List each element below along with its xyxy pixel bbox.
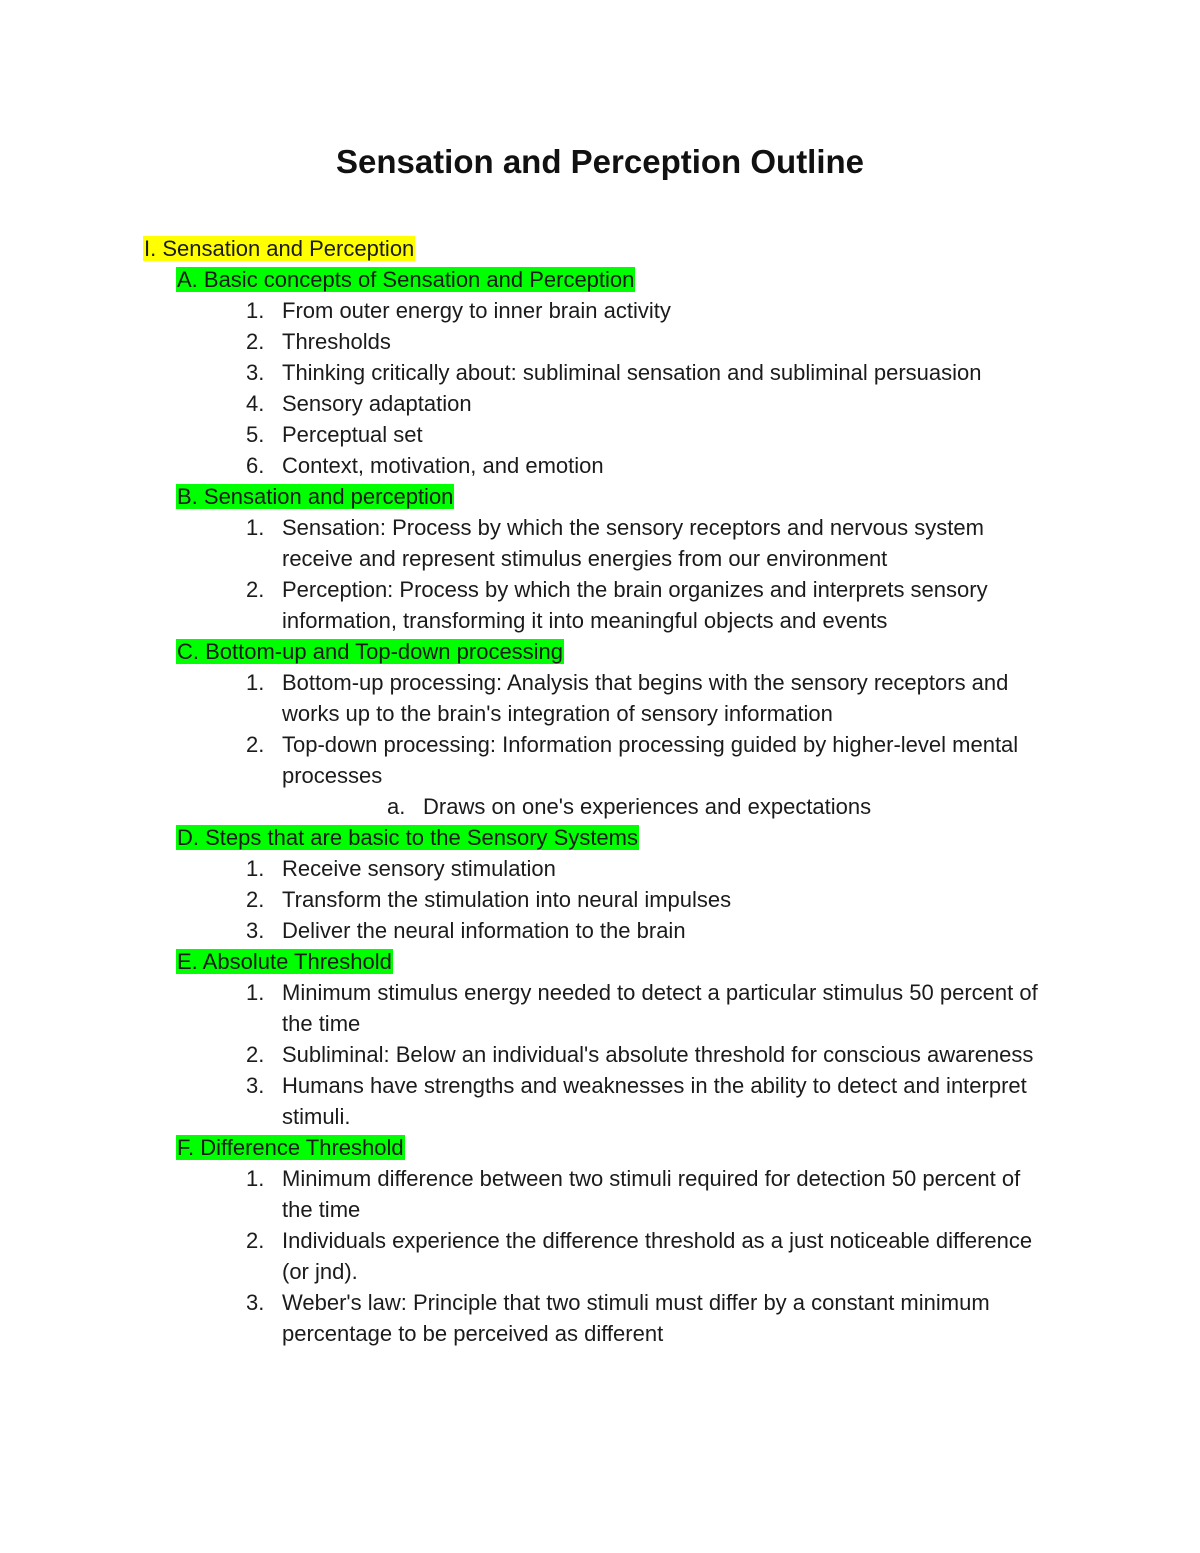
item-text: Subliminal: Below an individual's absolute threshold for conscious awareness <box>282 1042 1034 1067</box>
list-item <box>0 729 1052 791</box>
item-number: 1. <box>246 298 265 323</box>
list-item <box>0 450 1052 481</box>
subitem-letter: a. <box>387 794 406 819</box>
section-a-label: A. Basic concepts of Sensation and Perception <box>177 267 635 292</box>
list-item <box>0 295 1052 326</box>
item-text: Bottom-up processing: Analysis that begins with the sensory receptors and works up to the brain's integration of sensory information <box>282 670 1009 726</box>
item-text: Perception: Process by which the brain organizes and interprets sensory information, transforming it into meaningful objects and events <box>282 577 988 633</box>
section-a <box>0 264 1200 295</box>
item-text: Individuals experience the difference threshold as a just noticeable difference (or jnd). <box>282 1228 1033 1284</box>
item-number: 6. <box>246 453 265 478</box>
item-text: Minimum difference between two stimuli required for detection 50 percent of the time <box>282 1166 1021 1222</box>
list-item <box>0 1225 1052 1287</box>
page-title: Sensation and Perception Outline <box>335 143 865 180</box>
section-e <box>0 946 1200 977</box>
section-c <box>0 636 1200 667</box>
item-text: Top-down processing: Information processing guided by higher-level mental processes <box>282 732 1019 788</box>
item-text: Thinking critically about: subliminal sensation and subliminal persuasion <box>282 360 982 385</box>
item-text: Receive sensory stimulation <box>282 856 556 881</box>
item-number: 1. <box>246 1166 265 1191</box>
list-item <box>0 357 1052 388</box>
heading-highlight: I. Sensation and Perception <box>144 236 415 261</box>
item-text: Humans have strengths and weaknesses in the ability to detect and interpret stimuli. <box>282 1073 1027 1129</box>
item-number: 2. <box>246 577 265 602</box>
section-e-label: E. Absolute Threshold <box>177 949 392 974</box>
item-text: Weber's law: Principle that two stimuli must differ by a constant minimum percentage to be perceived as different <box>282 1290 990 1346</box>
item-number: 1. <box>246 856 265 881</box>
item-number: 3. <box>246 918 265 943</box>
item-number: 2. <box>246 329 265 354</box>
list-item <box>0 512 1052 574</box>
item-number: 1. <box>246 670 265 695</box>
list-item <box>0 915 1052 946</box>
item-number: 3. <box>246 360 265 385</box>
subitem-text: Draws on one's experiences and expectations <box>423 794 872 819</box>
list-item <box>0 326 1052 357</box>
item-number: 2. <box>246 887 265 912</box>
item-number: 3. <box>246 1073 265 1098</box>
item-text: Minimum stimulus energy needed to detect a particular stimulus 50 percent of the time <box>282 980 1038 1036</box>
item-number: 1. <box>246 515 265 540</box>
list-item <box>0 1287 1052 1349</box>
item-text: Context, motivation, and emotion <box>282 453 604 478</box>
list-item <box>0 419 1052 450</box>
list-item <box>0 667 1052 729</box>
section-d <box>0 822 1200 853</box>
item-number: 2. <box>246 1042 265 1067</box>
item-number: 3. <box>246 1290 265 1315</box>
item-number: 2. <box>246 1228 265 1253</box>
section-b <box>0 481 1200 512</box>
sub-list-item <box>0 791 1200 822</box>
list-item <box>0 574 1052 636</box>
section-f <box>0 1132 1200 1163</box>
section-b-label: B. Sensation and perception <box>177 484 454 509</box>
item-text: From outer energy to inner brain activity <box>282 298 671 323</box>
list-item <box>0 884 1052 915</box>
list-item <box>0 1039 1052 1070</box>
item-number: 2. <box>246 732 265 757</box>
list-item <box>0 977 1052 1039</box>
item-text: Transform the stimulation into neural impulses <box>282 887 732 912</box>
list-item <box>0 853 1052 884</box>
outline <box>0 233 1200 1349</box>
item-number: 4. <box>246 391 265 416</box>
section-f-label: F. Difference Threshold <box>177 1135 404 1160</box>
item-text: Sensory adaptation <box>282 391 472 416</box>
section-d-label: D. Steps that are basic to the Sensory Systems <box>177 825 638 850</box>
item-text: Sensation: Process by which the sensory receptors and nervous system receive and represent stimulus energies from our environment <box>282 515 984 571</box>
section-c-label: C. Bottom-up and Top-down processing <box>177 639 564 664</box>
list-item <box>0 388 1052 419</box>
item-text: Perceptual set <box>282 422 423 447</box>
item-text: Thresholds <box>282 329 391 354</box>
item-text: Deliver the neural information to the brain <box>282 918 686 943</box>
list-item <box>0 1163 1052 1225</box>
list-item <box>0 1070 1052 1132</box>
item-number: 5. <box>246 422 265 447</box>
outline-heading <box>0 233 1200 264</box>
item-number: 1. <box>246 980 265 1005</box>
